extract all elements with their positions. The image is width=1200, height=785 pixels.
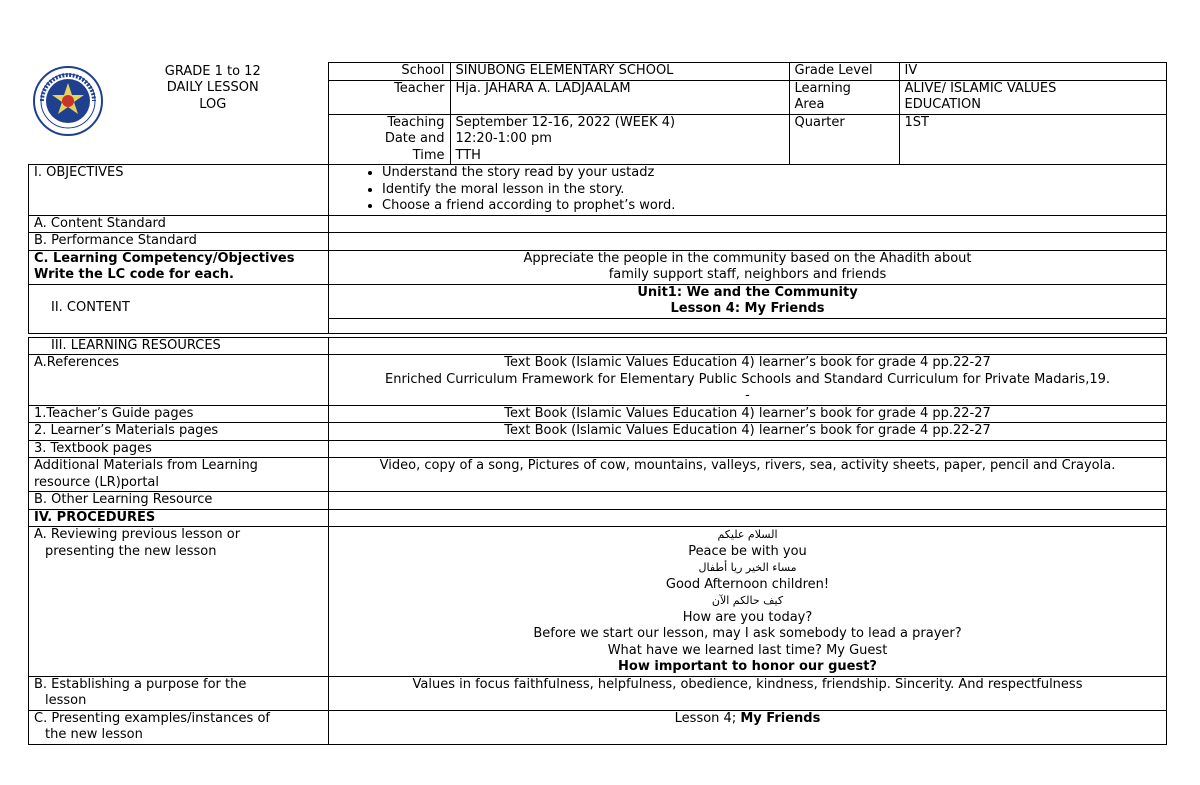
body-table <box>28 164 1167 334</box>
area-value-line-1: ALIVE/ ISLAMIC VALUES <box>904 80 1057 96</box>
procedure-a-label-line-1: A. Reviewing previous lesson or <box>34 527 241 542</box>
procedure-b-label <box>29 676 329 710</box>
deped-seal-icon <box>32 65 104 137</box>
procedures-empty <box>329 509 1167 527</box>
competency-value <box>329 250 1167 284</box>
resources-label: III. LEARNING RESOURCES <box>29 337 329 355</box>
area-label-line-1: Learning <box>794 80 851 96</box>
procedure-a-label <box>29 527 329 677</box>
good-afternoon-line: Good Afternoon children! <box>665 576 830 592</box>
additional-materials-label <box>29 458 329 492</box>
grade-value: IV <box>899 63 1166 81</box>
title-line-3: LOG <box>199 96 227 112</box>
procedure-a-label-line-2: presenting the new lesson <box>45 543 217 559</box>
school-label: School <box>328 63 450 81</box>
procedure-b-label-line-2: lesson <box>45 693 87 708</box>
performance-standard-value <box>329 233 1167 251</box>
content-lesson: Lesson 4: My Friends <box>670 301 825 316</box>
date-label-line-2: Date and <box>384 131 445 146</box>
content-unit: Unit1: We and the Community <box>637 284 858 300</box>
date-value-line-3: TTH <box>455 147 481 163</box>
teachers-guide-label: 1.Teacher’s Guide pages <box>29 405 329 423</box>
school-value: SINUBONG ELEMENTARY SCHOOL <box>450 63 789 81</box>
arabic-greeting: السلام عليكم <box>717 528 778 541</box>
date-value-line-1: September 12-16, 2022 (WEEK 4) <box>455 114 676 130</box>
date-label-line-3: Time <box>412 147 445 163</box>
honor-guest-line: How important to honor our guest? <box>618 659 877 674</box>
procedure-b-label-line-1: B. Establishing a purpose for the <box>34 676 247 692</box>
reference-line-1: Text Book (Islamic Values Education 4) learner’s book for grade 4 pp.22-27 <box>504 355 991 370</box>
procedures-label: IV. PROCEDURES <box>29 509 329 527</box>
content-value <box>329 284 1167 318</box>
procedure-b-value: Values in focus faithfulness, helpfulness, obedience, kindness, friendship. Sincerity. And respectfulness <box>329 676 1167 710</box>
greeting-translation: Peace be with you <box>688 543 807 559</box>
objectives-label: I. OBJECTIVES <box>29 165 329 216</box>
competency-label <box>29 250 329 284</box>
competency-label-line-2: Write the LC code for each. <box>34 267 234 282</box>
teacher-value: Hja. JAHARA A. LADJAALAM <box>450 80 789 114</box>
learners-materials-value: Text Book (Islamic Values Education 4) learner’s book for grade 4 pp.22-27 <box>329 423 1167 441</box>
references-value <box>329 355 1167 406</box>
date-value <box>450 114 789 165</box>
references-label: A.References <box>29 355 329 406</box>
quarter-label: Quarter <box>789 114 899 165</box>
procedure-c-label-line-2: the new lesson <box>45 727 143 742</box>
objective-item: • Understand the story read by your ustadz <box>382 165 1161 182</box>
date-label <box>328 114 450 165</box>
objective-item: • Choose a friend according to prophet’s word. <box>382 198 1161 215</box>
additional-materials-value: Video, copy of a song, Pictures of cow, mountains, valleys, rivers, sea, activity sheets, paper, pencil and Crayola. <box>329 458 1167 492</box>
textbook-pages-value <box>329 440 1167 458</box>
last-time-line: What have we learned last time? My Guest <box>607 642 888 658</box>
content-empty-row <box>329 318 1167 333</box>
performance-standard-label: B. Performance Standard <box>29 233 329 251</box>
reference-line-2: Enriched Curriculum Framework for Elementary Public Schools and Standard Curriculum for Private Madaris,19. <box>384 371 1111 387</box>
procedure-c-label-line-1: C. Presenting examples/instances of <box>34 710 270 726</box>
procedure-a-value <box>329 527 1167 677</box>
competency-label-line-1: C. Learning Competency/Objectives <box>34 250 295 266</box>
resources-table <box>28 337 1167 745</box>
resources-empty <box>329 337 1167 355</box>
how-are-you-line: How are you today? <box>682 609 813 625</box>
procedure-c-value <box>329 710 1167 744</box>
procedure-c-title: My Friends <box>740 710 821 726</box>
arabic-how-are-you: كيف حالكم الآن <box>711 594 784 607</box>
teachers-guide-value: Text Book (Islamic Values Education 4) learner’s book for grade 4 pp.22-27 <box>329 405 1167 423</box>
date-label-line-1: Teaching <box>387 114 445 130</box>
prayer-line: Before we start our lesson, may I ask somebody to lead a prayer? <box>533 626 962 641</box>
area-value <box>899 80 1166 114</box>
competency-value-line-1: Appreciate the people in the community based on the Ahadith about <box>523 250 972 266</box>
quarter-value: 1ST <box>899 114 1166 165</box>
area-value-line-2: EDUCATION <box>904 97 981 112</box>
content-label: II. CONTENT <box>29 284 329 333</box>
additional-label-line-2: resource (LR)portal <box>34 474 160 490</box>
competency-value-line-2: family support staff, neighbors and friends <box>608 267 887 282</box>
title-line-2: DAILY LESSON <box>166 80 259 95</box>
arabic-good-evening: مساء الخير ريا أطفال <box>698 561 797 574</box>
reference-line-3: - <box>745 388 750 403</box>
objectives-list-cell <box>329 165 1167 216</box>
other-resource-value <box>329 492 1167 510</box>
title-line-1: GRADE 1 to 12 <box>164 63 261 79</box>
procedure-c-label <box>29 710 329 744</box>
objectives-list <box>334 165 1161 215</box>
date-value-line-2: 12:20-1:00 pm <box>455 131 552 146</box>
grade-label: Grade Level <box>789 63 899 81</box>
objective-item: • Identify the moral lesson in the story. <box>382 182 1161 199</box>
textbook-pages-label: 3. Textbook pages <box>29 440 329 458</box>
area-label-line-2: Area <box>794 97 825 112</box>
header-table <box>28 62 1167 165</box>
procedure-c-prefix: Lesson 4; <box>674 710 741 726</box>
title-cell <box>28 63 328 165</box>
additional-label-line-1: Additional Materials from Learning <box>34 458 258 473</box>
content-standard-value <box>329 215 1167 233</box>
other-resource-label: B. Other Learning Resource <box>29 492 329 510</box>
learners-materials-label: 2. Learner’s Materials pages <box>29 423 329 441</box>
content-standard-label: A. Content Standard <box>29 215 329 233</box>
teacher-label: Teacher <box>328 80 450 114</box>
area-label <box>789 80 899 114</box>
daily-lesson-log <box>28 62 1166 745</box>
